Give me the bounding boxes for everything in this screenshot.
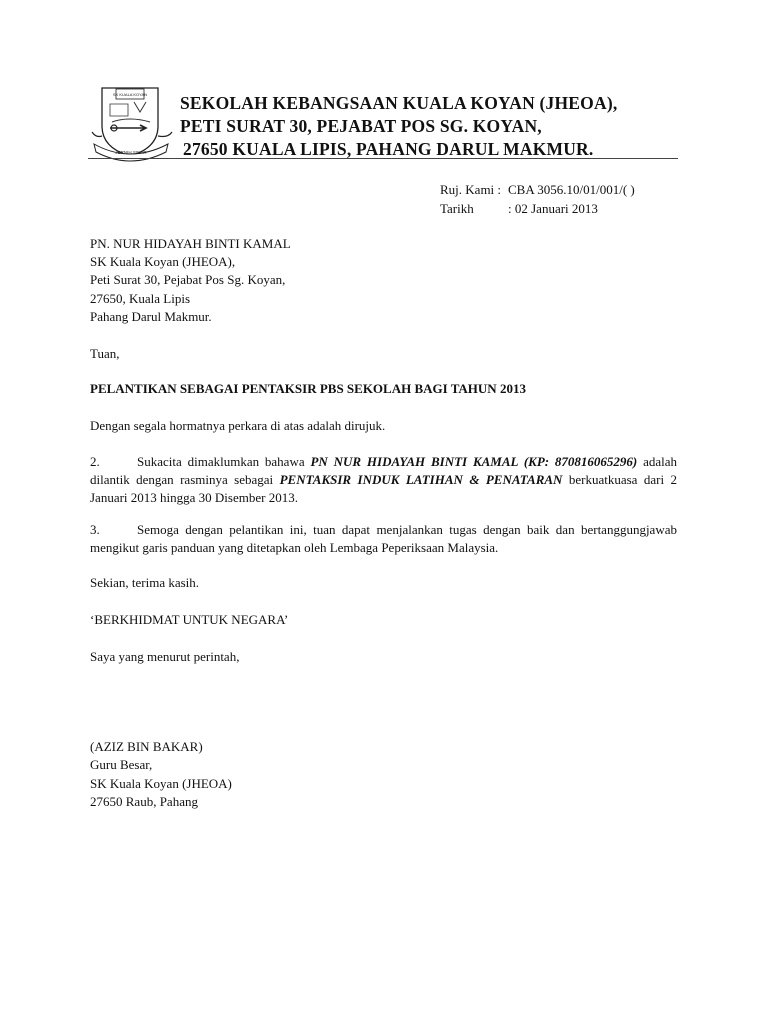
paragraph-2-number: 2. [90, 454, 100, 469]
salutation: Tuan, [90, 346, 120, 361]
svg-text:JERNIH SINAR: JERNIH SINAR [115, 150, 147, 155]
header-divider [88, 158, 678, 159]
appointee-name: PN NUR HIDAYAH BINTI KAMAL (KP: 870816065296) [310, 454, 638, 469]
ruj-value: CBA 3056.10/01/001/( ) [508, 182, 635, 197]
school-crest-logo [88, 82, 176, 162]
subject-line: PELANTIKAN SEBAGAI PENTAKSIR PBS SEKOLAH BAGI TAHUN 2013 [90, 381, 526, 396]
closing-line: Sekian, terima kasih. [90, 575, 200, 590]
slogan: ‘BERKHIDMAT UNTUK NEGARA’ [90, 612, 289, 627]
paragraph-3 [90, 521, 677, 557]
school-po-box: PETI SURAT 30, PEJABAT POS SG. KOYAN, [180, 116, 542, 136]
recipient-po-box: Peti Surat 30, Pejabat Pos Sg. Koyan, [90, 272, 286, 288]
paragraph-2-text-b: adalah dilantik dengan rasminya sebagai [90, 454, 678, 487]
ruj-label: Ruj. Kami : [440, 182, 502, 197]
recipient-school: SK Kuala Koyan (JHEOA), [90, 254, 236, 270]
paragraph-2-text-c: berkuatkuasa dari 2 Januari 2013 hingga 30 Disember 2013. [90, 472, 677, 505]
recipient-state: Pahang Darul Makmur. [90, 308, 212, 324]
paragraph-2-text-a: Sukacita dimaklumkan bahawa [137, 454, 311, 469]
appointment-role: PENTAKSIR INDUK LATIHAN & PENATARAN [279, 472, 563, 487]
paragraph-2 [90, 453, 677, 507]
tarikh-value: : 02 Januari 2013 [508, 201, 598, 216]
tarikh-label: Tarikh [440, 201, 474, 216]
recipient-name: PN. NUR HIDAYAH BINTI KAMAL [90, 236, 291, 251]
school-postcode-city: 27650 KUALA LIPIS, PAHANG DARUL MAKMUR. [183, 139, 594, 159]
signatory-address: 27650 Raub, Pahang [90, 794, 198, 810]
recipient-postcode: 27650, Kuala Lipis [90, 290, 191, 306]
letterhead [180, 92, 617, 161]
signatory-block [90, 738, 232, 812]
paragraph-3-text: Semoga dengan pelantikan ini, tuan dapat menjalankan tugas dengan baik dan bertanggungjawab mengikut garis panduan yang ditetapkan oleh Lembaga Peperiksaan Malaysia. [90, 522, 677, 555]
recipient-address [90, 235, 291, 326]
signatory-title: Guru Besar, [90, 757, 153, 773]
school-name: SEKOLAH KEBANGSAAN KUALA KOYAN (JHEOA), [180, 93, 618, 113]
reference-block [440, 180, 635, 218]
signatory-school: SK Kuala Koyan (JHEOA) [90, 775, 232, 791]
order-line: Saya yang menurut perintah, [90, 649, 240, 664]
intro-paragraph: Dengan segala hormatnya perkara di atas adalah dirujuk. [90, 418, 386, 433]
svg-text:SK KUALA KOYAN: SK KUALA KOYAN [112, 92, 148, 97]
paragraph-3-number: 3. [90, 522, 100, 537]
signatory-name: (AZIZ BIN BAKAR) [90, 739, 203, 754]
